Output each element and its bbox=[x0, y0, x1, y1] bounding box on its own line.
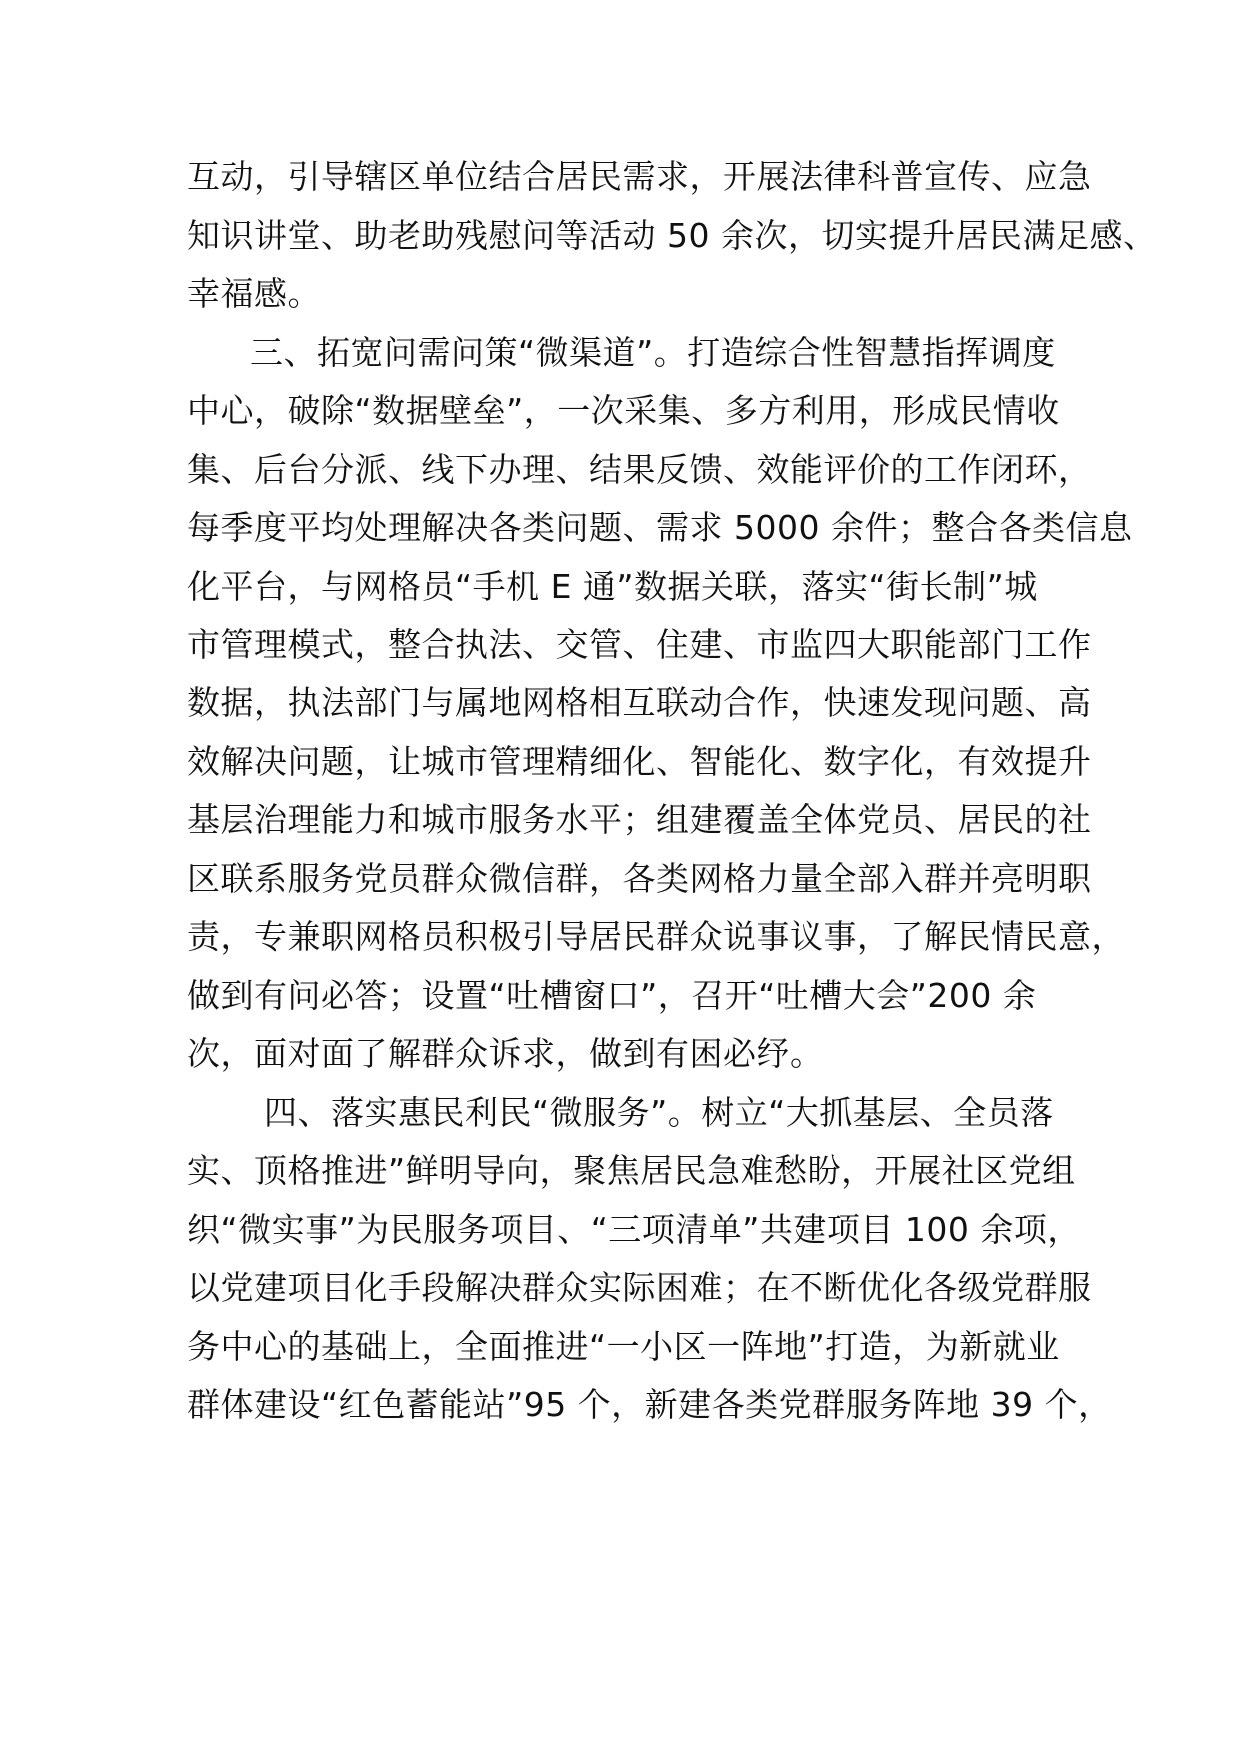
text-line: 幸福感。 bbox=[187, 274, 321, 313]
text-line: 做到有问必答；设置“吐槽窗口”，召开“吐槽大会”200 余 bbox=[187, 976, 1037, 1015]
text-line: 基层治理能力和城市服务水平；组建覆盖全体党员、居民的社 bbox=[187, 800, 1092, 839]
text-line: 每季度平均处理解决各类问题、需求 5000 余件；整合各类信息 bbox=[187, 508, 1133, 547]
text-line: 务中心的基础上，全面推进“一小区一阵地”打造，为新就业 bbox=[187, 1327, 1060, 1366]
text-line: 化平台，与网格员“手机 E 通”数据关联，落实“街长制”城 bbox=[187, 567, 1038, 606]
section-four-heading-line: 四、落实惠民利民“微服务”。树立“大抓基层、全员落 bbox=[264, 1093, 1054, 1132]
text-line: 区联系服务党员群众微信群，各类网格力量全部入群并亮明职 bbox=[187, 859, 1092, 898]
text-line: 集、后台分派、线下办理、结果反馈、效能评价的工作闭环， bbox=[187, 450, 1092, 489]
text-line: 责，专兼职网格员积极引导居民群众说事议事，了解民情民意， bbox=[187, 917, 1125, 956]
text-line: 织“微实事”为民服务项目、“三项清单”共建项目 100 余项， bbox=[187, 1210, 1081, 1249]
text-line: 互动，引导辖区单位结合居民需求，开展法律科普宣传、应急 bbox=[187, 157, 1092, 196]
text-line: 次，面对面了解群众诉求，做到有困必纾。 bbox=[187, 1034, 824, 1073]
text-line: 知识讲堂、助老助残慰问等活动 50 余次，切实提升居民满足感、 bbox=[187, 216, 1157, 255]
text-line: 群体建设“红色蓄能站”95 个，新建各类党群服务阵地 39 个， bbox=[187, 1385, 1112, 1424]
section-three-heading-line: 三、拓宽问需问策“微渠道”。打造综合性智慧指挥调度 bbox=[250, 333, 1056, 372]
text-line: 实、顶格推进”鲜明导向，聚焦居民急难愁盼，开展社区党组 bbox=[187, 1151, 1076, 1190]
text-line: 中心，破除“数据壁垒”，一次采集、多方利用，形成民情收 bbox=[187, 391, 1060, 430]
text-line: 数据，执法部门与属地网格相互联动合作，快速发现问题、高 bbox=[187, 683, 1092, 722]
text-line: 市管理模式，整合执法、交管、住建、市监四大职能部门工作 bbox=[187, 625, 1092, 664]
text-line: 以党建项目化手段解决群众实际困难；在不断优化各级党群服 bbox=[187, 1268, 1092, 1307]
text-line: 效解决问题，让城市管理精细化、智能化、数字化，有效提升 bbox=[187, 742, 1092, 781]
